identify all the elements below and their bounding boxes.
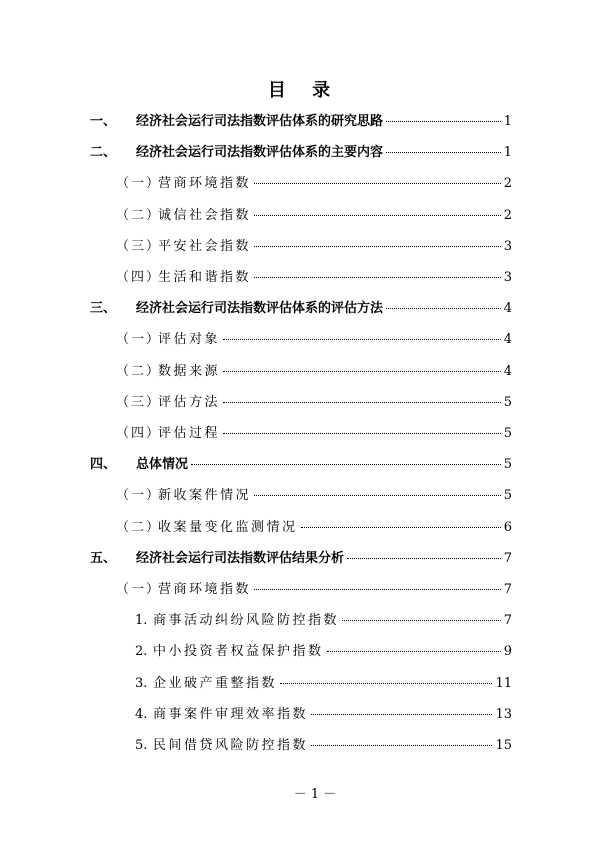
toc-entry[interactable] — [90, 551, 512, 567]
toc-entry-number: （二） — [116, 519, 162, 535]
toc-entry[interactable] — [90, 301, 512, 317]
toc-entry-text: 经济社会运行司法指数评估体系的研究思路 — [136, 114, 384, 129]
toc-entry-number: 三、 — [90, 301, 117, 317]
toc-entry-text: 生活和谐指数 — [158, 270, 252, 285]
toc-entry[interactable] — [135, 644, 512, 660]
toc-entry-page: 1 — [503, 145, 512, 161]
toc-entry[interactable] — [135, 676, 512, 692]
toc-entry-number: （四） — [116, 426, 162, 441]
toc-entry-text: 诚信社会指数 — [158, 207, 252, 223]
dot-leader — [223, 433, 501, 434]
toc-entry[interactable] — [116, 395, 512, 411]
dot-leader — [254, 183, 501, 184]
toc-entry-text: 商事活动纠纷风险防控指数 — [153, 613, 340, 629]
dot-leader — [280, 683, 492, 684]
toc-entry-text: 营商环境指数 — [158, 176, 252, 192]
toc-entry[interactable] — [116, 364, 512, 380]
dot-leader — [386, 152, 501, 153]
toc-entry[interactable] — [116, 426, 512, 442]
toc-entry[interactable] — [116, 582, 512, 598]
toc-entry-text: 企业破产重整指数 — [153, 675, 278, 691]
toc-entry-text: 数据来源 — [158, 363, 221, 379]
toc-entry[interactable] — [116, 520, 512, 536]
toc-entry-page: 2 — [503, 176, 512, 192]
toc-entry-text: 经济社会运行司法指数评估结果分析 — [136, 550, 345, 566]
toc-entry-number: （四） — [116, 270, 162, 285]
toc-entry-text: 评估对象 — [158, 332, 221, 348]
toc-entry-page: 5 — [503, 488, 512, 504]
dot-leader — [347, 558, 501, 559]
dot-leader — [254, 246, 501, 247]
toc-entry-page: 7 — [503, 582, 512, 597]
dot-leader — [254, 277, 501, 278]
toc-entry-page: 4 — [503, 363, 512, 379]
dot-leader — [254, 215, 501, 216]
toc-entry-page: 4 — [503, 301, 512, 317]
toc-entry-number: （一） — [116, 176, 162, 192]
toc-entry[interactable] — [116, 208, 512, 224]
toc-entry-text: 经济社会运行司法指数评估体系的主要内容 — [136, 145, 384, 161]
toc-entry-page: 7 — [503, 550, 512, 566]
toc-entry-number: （三） — [116, 238, 162, 254]
dot-leader — [386, 121, 501, 122]
toc-entry[interactable] — [116, 176, 512, 192]
toc-entry[interactable] — [116, 270, 512, 286]
toc-entry-text: 民间借贷风险防控指数 — [153, 738, 309, 753]
toc-entry-number: 四、 — [90, 457, 117, 473]
toc-entry-number: 4. — [135, 706, 148, 722]
dot-leader — [223, 402, 501, 403]
toc-entry-text: 收案量变化监测情况 — [158, 519, 298, 535]
toc-entry-page: 5 — [503, 426, 512, 441]
dot-leader — [311, 745, 492, 746]
toc-entry-page: 13 — [495, 706, 512, 722]
toc-entry-number: 二、 — [90, 145, 117, 161]
toc-entry[interactable] — [90, 145, 512, 161]
toc-entry-page: 9 — [503, 644, 512, 660]
toc-entry-page: 15 — [495, 738, 512, 753]
toc-entry[interactable] — [135, 738, 512, 754]
dot-leader — [223, 339, 501, 340]
toc-entry-page: 4 — [503, 332, 512, 348]
dot-leader — [191, 464, 501, 465]
toc-entry-text: 总体情况 — [136, 457, 189, 473]
dot-leader — [254, 589, 501, 590]
toc-entry-text: 评估过程 — [158, 426, 221, 441]
toc-entry-page: 2 — [503, 207, 512, 223]
toc-entry-page: 11 — [495, 675, 512, 691]
toc-entry[interactable] — [90, 114, 512, 130]
toc-entry-number: 2. — [135, 644, 148, 660]
toc-entry-number: 1. — [135, 613, 148, 629]
toc-entry-text: 平安社会指数 — [158, 238, 252, 254]
dot-leader — [311, 714, 492, 715]
toc-entry-page: 5 — [503, 394, 512, 410]
dot-leader — [327, 651, 501, 652]
toc-title: 目 录 — [267, 80, 341, 101]
toc-entry-number: （三） — [116, 394, 162, 410]
dot-leader — [254, 495, 501, 496]
toc-entry-page: 6 — [503, 519, 512, 535]
dot-leader — [386, 308, 501, 309]
toc-entry-text: 商事案件审理效率指数 — [153, 706, 309, 722]
dot-leader — [342, 620, 501, 621]
page-number-footer: － 1 － — [293, 787, 337, 802]
toc-entry-number: 一、 — [90, 114, 117, 129]
toc-entry-text: 经济社会运行司法指数评估体系的评估方法 — [136, 301, 384, 317]
toc-entry-text: 营商环境指数 — [158, 582, 252, 597]
dot-leader — [301, 527, 501, 528]
toc-entry[interactable] — [116, 488, 512, 504]
toc-entry-page: 3 — [503, 270, 512, 285]
toc-entry-page: 7 — [503, 613, 512, 629]
toc-entry[interactable] — [116, 332, 512, 348]
toc-entry-page: 3 — [503, 238, 512, 254]
toc-entry-number: （一） — [116, 332, 162, 348]
toc-entry-page: 5 — [503, 457, 512, 473]
toc-entry-page: 1 — [503, 114, 512, 129]
toc-entry-number: （二） — [116, 207, 162, 223]
toc-entry[interactable] — [90, 457, 512, 473]
dot-leader — [223, 371, 501, 372]
toc-entry[interactable] — [116, 239, 512, 255]
toc-entry-number: （一） — [116, 582, 162, 597]
toc-entry-number: （二） — [116, 363, 162, 379]
toc-entry-number: 五、 — [90, 550, 117, 566]
toc-entry-text: 新收案件情况 — [158, 488, 252, 504]
toc-entry[interactable] — [135, 613, 512, 629]
toc-entry-text: 中小投资者权益保护指数 — [153, 644, 324, 660]
toc-entry-text: 评估方法 — [158, 394, 221, 410]
toc-entry-number: 5. — [135, 738, 148, 753]
toc-entry[interactable] — [135, 707, 512, 723]
toc-entry-number: （一） — [116, 488, 162, 504]
toc-entry-number: 3. — [135, 675, 148, 691]
